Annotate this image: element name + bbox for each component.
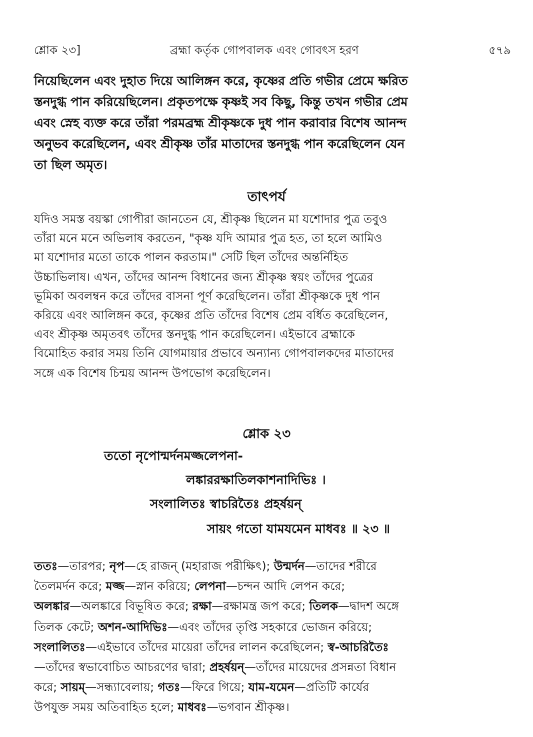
synonym-meaning: উপযুক্ত সময় অতিবাহিত হলে; [34,700,178,715]
synonym-line [34,596,512,616]
purport-line: ভূমিকা অবলম্বন করে তাঁদের বাসনা পূর্ণ করেছিলেন। তাঁরা শ্রীকৃষ্ণকে দুধ পান [34,288,380,303]
translation-line: তা ছিল অমৃত। [34,157,108,172]
synonym-meaning: —অলঙ্কারে বিভূষিত করে; [69,599,193,614]
synonym-line [34,657,512,677]
synonym-line [34,617,512,637]
purport-line: উচ্চাভিলাষ। এখন, তাঁদের আনন্দ বিধানের জন্য শ্রীকৃষ্ণ স্বয়ং তাঁদের পুত্রের [34,269,374,284]
synonym-line [34,637,512,657]
purport-line: তাঁরা মনে মনে অভিলাষ করতেন, "কৃষ্ণ যদি আমার পুত্র হত, তা হলে আমিও [34,231,383,246]
translation-line: স্তনদুগ্ধ পান করিয়েছিলেন। প্রকৃতপক্ষে কৃষ্ণই সব কিছু, কিন্তু তখন গভীর প্রেম [34,94,408,109]
page-number: ৫৭৯ [488,43,511,57]
synonym-term: ততঃ [34,559,58,573]
synonym-term: সংলালিতঃ [34,639,86,654]
translation-paragraph [34,70,512,175]
synonym-term: অশন-আদিভিঃ [97,619,168,634]
purport-line: যদিও সমস্ত বয়স্কা গোপীরা জানতেন যে, শ্রীকৃষ্ণ ছিলেন মা যশোদার পুত্র তবুও [34,212,388,226]
purport-line: করিয়ে এবং আলিঙ্গন করে, কৃষ্ণের প্রতি তাঁদের বিশেষ প্রেম বর্ধিত করেছিলেন, [34,307,389,322]
synonym-meaning: —তাঁদের স্বভাবোচিত আচরণের দ্বারা; [34,659,210,674]
purport-paragraph [34,210,512,383]
synonym-meaning: —চন্দন আদি লেপন করে; [225,579,346,594]
synonym-term: যাম-যমেন [248,680,295,695]
translation-line: এবং স্নেহ ব্যক্ত করে তাঁরা পরমব্রহ্ম শ্রীকৃষ্ণকে দুধ পান করাবার বিশেষ আনন্দ [34,115,407,130]
synonym-meaning: —ফিরে গিয়ে; [180,680,249,695]
synonym-term: তিলক [309,599,339,614]
synonym-term: গতঃ [157,680,181,695]
synonym-meaning: —প্রতিটি কার্যের [294,680,370,695]
synonym-meaning: —হে রাজন্ (মহারাজ পরীক্ষিৎ); [124,559,274,573]
synonym-line [34,697,512,717]
verse-line-3: সংলালিতঃ স্বাচরিতৈঃ প্রহর্ষয়ন্ [150,496,302,511]
synonym-term: অলঙ্কার [34,599,70,614]
translation-line: অনুভব করেছিলেন, এবং শ্রীকৃষ্ণ তাঁর মাতাদের স্তনদুগ্ধ পান করেছিলেন যেন [34,136,405,151]
purport-line: মা যশোদার মতো তাকে পালন করতাম।" সেটি ছিল তাঁদের অন্তর্নিহিত [34,250,349,265]
verse-line-1: ততো নৃপোন্মর্দনমজ্জলেপনা- [104,448,243,463]
synonym-term: সায়ম্ [60,680,86,695]
header-chapter-title: ব্রহ্মা কর্তৃক গোপবালক এবং গোবৎস হরণ [170,43,359,57]
synonym-meaning: তিলক কেটে; [34,619,98,634]
synonyms-paragraph [34,556,512,718]
synonym-meaning: —তারপর; [57,559,110,573]
verse-line-2: লঙ্কাররক্ষাতিলকাশনাদিভিঃ । [186,472,326,487]
synonym-meaning: তৈলমর্দন করে; [34,579,106,594]
synonym-term: মজ্জ [105,579,125,594]
synonym-meaning: —তাঁদের মায়েদের প্রসন্নতা বিধান [244,659,397,674]
synonym-meaning: —ভগবান শ্রীকৃষ্ণ। [206,700,290,715]
synonym-meaning: —স্নান করিয়ে; [124,579,195,594]
synonym-term: রক্ষা [192,599,212,614]
synonym-line [34,677,512,697]
synonym-term: প্রহর্ষয়ন্ [209,659,245,674]
synonym-meaning: —রক্ষামন্ত্র জপ করে; [211,599,310,614]
synonym-line [34,576,512,596]
purport-line: বিমোহিত করার সময় তিনি যোগমায়ার প্রভাবে অন্যান্য গোপবালকদের মাতাদের [34,346,394,361]
purport-line: সঙ্গে এক বিশেষ চিন্ময় আনন্দ উপভোগ করেছিলেন। [34,365,271,380]
synonym-line [34,556,512,576]
synonym-meaning: —এইভাবে তাঁদের মায়েরা তাঁদের লালন করেছিলেন; [85,639,328,654]
synonym-term: মাধবঃ [177,700,207,715]
purport-heading: তাৎপর্য [247,189,286,205]
synonym-meaning: —দ্বাদশ অঙ্গে [338,599,399,614]
synonym-meaning: —তাদের শরীরে [304,559,377,573]
synonym-term: উন্মর্দন [273,559,305,573]
running-header [34,42,511,58]
synonym-meaning: —এবং তাঁদের তৃপ্তি সহকারে ভোজন করিয়ে; [167,619,373,634]
header-verse-ref: শ্লোক ২৩] [34,43,81,57]
purport-line: এবং শ্রীকৃষ্ণ অমৃতবৎ তাঁদের স্তনদুগ্ধ পান করেছিলেন। এইভাবে ব্রহ্মাকে [34,327,355,342]
verse-line-4: সায়ং গতো যামযমেন মাধবঃ ॥ ২৩ ॥ [207,521,390,536]
verse-heading: শ্লোক ২৩ [242,427,291,442]
translation-line: নিয়েছিলেন এবং দুহাত দিয়ে আলিঙ্গন করে, কৃষ্ণের প্রতি গভীর প্রেমে ক্ষরিত [34,73,408,88]
synonym-term: নৃপ [109,559,125,573]
synonym-meaning: করে; [34,680,61,695]
synonym-meaning: —সন্ধ্যাবেলায়; [85,680,158,695]
synonym-term: স্ব-আচরিতৈঃ [327,639,389,654]
synonym-term: লেপনা [194,579,226,594]
